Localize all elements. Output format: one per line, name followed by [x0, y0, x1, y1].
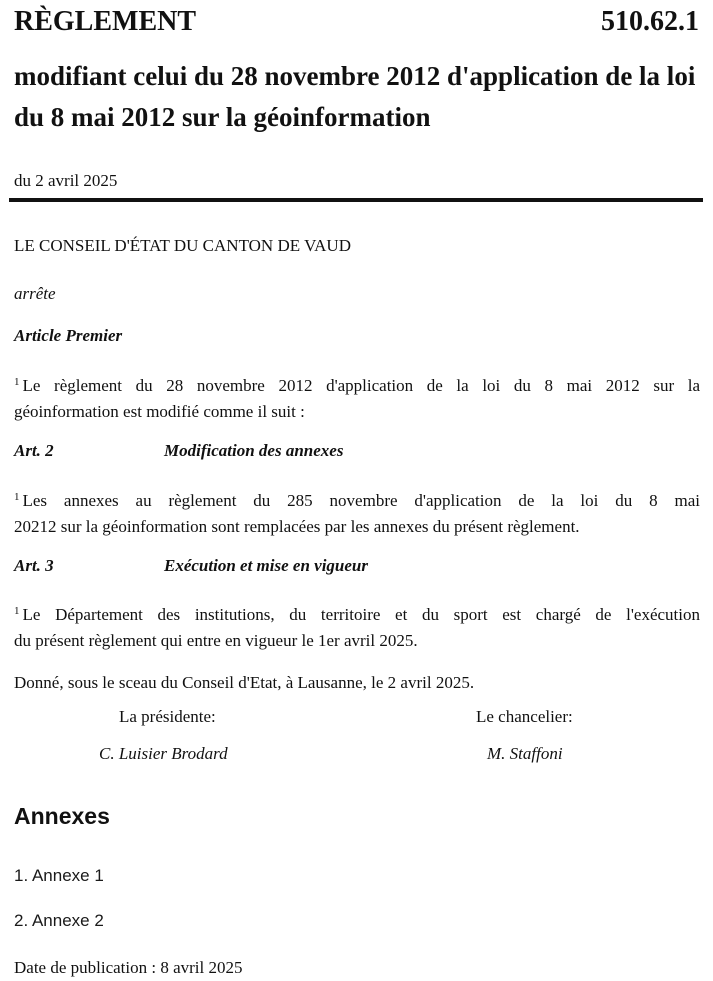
article-1-label: Article Premier — [14, 326, 123, 345]
paragraph-line: Le règlement du 28 novembre 2012 d'application de la loi du 8 mai 2012 sur la — [22, 376, 700, 395]
annex-link-1[interactable]: 1. Annexe 1 — [14, 866, 104, 885]
article-1-paragraph — [14, 369, 700, 425]
header-divider — [9, 198, 703, 202]
paragraph-line: Les annexes au règlement du 285 novembre d'application de la loi du 8 mai — [22, 491, 700, 510]
signatory-2-title: Le chancelier: — [476, 707, 573, 726]
annexes-heading: Annexes — [14, 803, 110, 829]
signatory-2-name: M. Staffoni — [487, 744, 563, 763]
paragraph-line: géoinformation est modifié comme il suit : — [14, 402, 305, 421]
annex-link-2[interactable]: 2. Annexe 2 — [14, 911, 104, 930]
article-2-title: Modification des annexes — [164, 441, 344, 460]
paragraph-line: Le Département des institutions, du territoire et du sport est chargé de l'exécution — [22, 605, 700, 624]
document-type: RÈGLEMENT — [14, 6, 197, 37]
given-under-seal: Donné, sous le sceau du Conseil d'Etat, à Lausanne, le 2 avril 2025. — [14, 673, 475, 692]
paragraph-number: 1 — [14, 376, 20, 388]
document-date: du 2 avril 2025 — [14, 171, 118, 190]
paragraph-line: du présent règlement qui entre en vigueur le 1er avril 2025. — [14, 631, 418, 650]
issuing-authority: LE CONSEIL D'ÉTAT DU CANTON DE VAUD — [14, 236, 351, 255]
publication-date: Date de publication : 8 avril 2025 — [14, 958, 243, 977]
paragraph-line: 20212 sur la géoinformation sont remplacées par les annexes du présent règlement. — [14, 517, 580, 536]
article-3-paragraph — [14, 598, 700, 654]
article-3-title: Exécution et mise en vigueur — [164, 556, 368, 575]
paragraph-number: 1 — [14, 605, 20, 617]
article-2-label: Art. 2 — [14, 441, 54, 460]
paragraph-number: 1 — [14, 491, 20, 503]
article-2-paragraph — [14, 484, 700, 540]
document-subtitle: modifiant celui du 28 novembre 2012 d'application de la loi du 8 mai 2012 sur la géoinformation — [14, 61, 696, 132]
signatory-1-title: La présidente: — [119, 707, 216, 726]
article-3-label: Art. 3 — [14, 556, 54, 575]
decree-verb: arrête — [14, 284, 56, 303]
signatory-1-name: C. Luisier Brodard — [99, 744, 228, 763]
document-number: 510.62.1 — [601, 6, 699, 37]
